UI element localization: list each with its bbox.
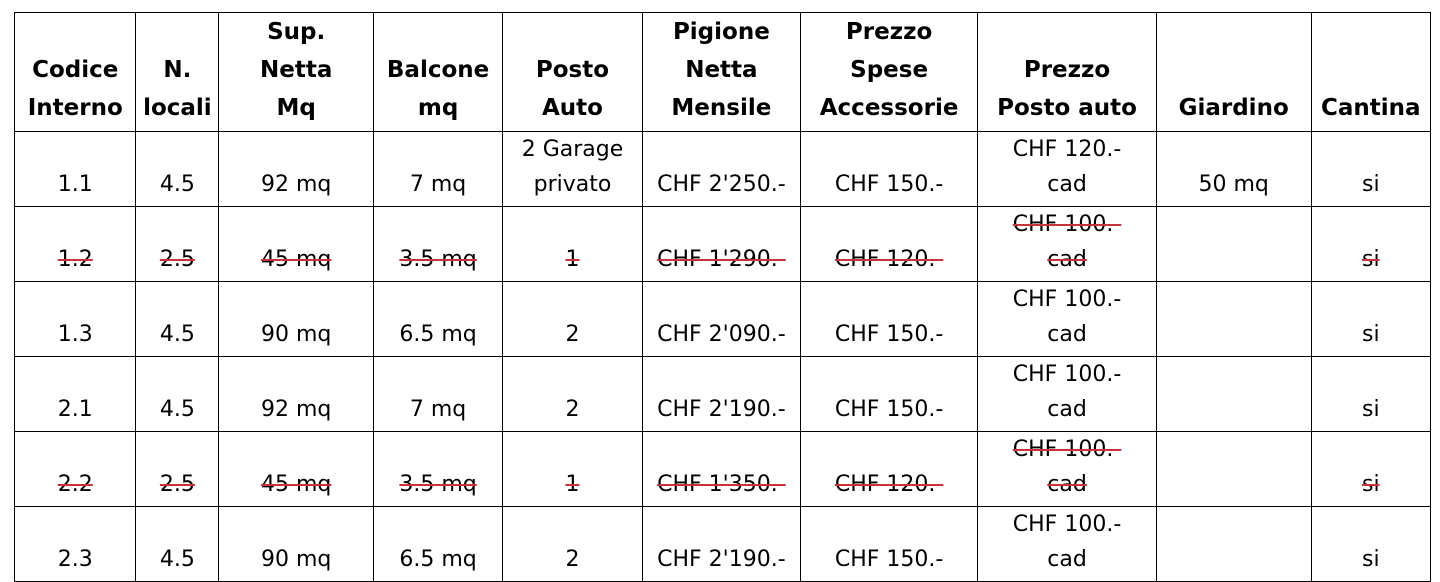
cell-giardino bbox=[1156, 432, 1311, 507]
cell-cantina: si bbox=[1311, 432, 1430, 507]
cell-posto-auto: 2 bbox=[503, 507, 643, 582]
cell-pigione: CHF 1'350.- bbox=[642, 432, 800, 507]
cell-spese: CHF 150.- bbox=[800, 132, 977, 207]
cell-pigione: CHF 2'250.- bbox=[642, 132, 800, 207]
cell-balcone: 3.5 mq bbox=[374, 432, 503, 507]
cell-cantina: si bbox=[1311, 282, 1430, 357]
cell-posto-auto: 1 bbox=[503, 207, 643, 282]
cell-balcone: 3.5 mq bbox=[374, 207, 503, 282]
cell-cantina: si bbox=[1311, 357, 1430, 432]
cell-codice: 1.3 bbox=[15, 282, 136, 357]
cell-cantina: si bbox=[1311, 207, 1430, 282]
cell-locali: 4.5 bbox=[136, 357, 219, 432]
rent-table bbox=[14, 12, 1431, 582]
cell-posto-auto: 1 bbox=[503, 432, 643, 507]
cell-pigione: CHF 2'090.- bbox=[642, 282, 800, 357]
header-cantina: Cantina bbox=[1311, 13, 1430, 132]
cell-prezzo-posto-auto: CHF 120.- cad bbox=[978, 132, 1156, 207]
cell-prezzo-posto-auto: CHF 100.- cad bbox=[978, 357, 1156, 432]
cell-codice: 2.1 bbox=[15, 357, 136, 432]
cell-locali: 4.5 bbox=[136, 507, 219, 582]
cell-prezzo-posto-auto: CHF 100.- cad bbox=[978, 207, 1156, 282]
header-pigione-netta: Pigione Netta Mensile bbox=[642, 13, 800, 132]
table-row bbox=[15, 357, 1431, 432]
header-balcone: Balcone mq bbox=[374, 13, 503, 132]
cell-codice: 1.1 bbox=[15, 132, 136, 207]
cell-balcone: 6.5 mq bbox=[374, 282, 503, 357]
header-row bbox=[15, 13, 1431, 132]
header-giardino: Giardino bbox=[1156, 13, 1311, 132]
cell-spese: CHF 150.- bbox=[800, 357, 977, 432]
cell-pigione: CHF 2'190.- bbox=[642, 507, 800, 582]
cell-superficie: 90 mq bbox=[219, 507, 374, 582]
table-row bbox=[15, 507, 1431, 582]
cell-superficie: 92 mq bbox=[219, 132, 374, 207]
cell-superficie: 45 mq bbox=[219, 432, 374, 507]
cell-prezzo-posto-auto: CHF 100.- cad bbox=[978, 432, 1156, 507]
cell-giardino bbox=[1156, 357, 1311, 432]
cell-codice: 2.2 bbox=[15, 432, 136, 507]
header-n-locali: N. locali bbox=[136, 13, 219, 132]
cell-superficie: 90 mq bbox=[219, 282, 374, 357]
table-row bbox=[15, 432, 1431, 507]
cell-spese: CHF 120.- bbox=[800, 432, 977, 507]
cell-giardino bbox=[1156, 282, 1311, 357]
cell-spese: CHF 150.- bbox=[800, 507, 977, 582]
cell-giardino bbox=[1156, 507, 1311, 582]
cell-codice: 2.3 bbox=[15, 507, 136, 582]
cell-locali: 2.5 bbox=[136, 432, 219, 507]
cell-balcone: 7 mq bbox=[374, 357, 503, 432]
cell-codice: 1.2 bbox=[15, 207, 136, 282]
cell-giardino: 50 mq bbox=[1156, 132, 1311, 207]
cell-locali: 4.5 bbox=[136, 132, 219, 207]
cell-posto-auto: 2 bbox=[503, 357, 643, 432]
cell-prezzo-posto-auto: CHF 100.- cad bbox=[978, 282, 1156, 357]
cell-giardino bbox=[1156, 207, 1311, 282]
table-row bbox=[15, 207, 1431, 282]
cell-cantina: si bbox=[1311, 507, 1430, 582]
cell-prezzo-posto-auto: CHF 100.- cad bbox=[978, 507, 1156, 582]
cell-superficie: 45 mq bbox=[219, 207, 374, 282]
cell-posto-auto: 2 bbox=[503, 282, 643, 357]
cell-spese: CHF 120.- bbox=[800, 207, 977, 282]
header-sup-netta: Sup. Netta Mq bbox=[219, 13, 374, 132]
cell-spese: CHF 150.- bbox=[800, 282, 977, 357]
cell-locali: 4.5 bbox=[136, 282, 219, 357]
header-posto-auto: Posto Auto bbox=[503, 13, 643, 132]
cell-pigione: CHF 1'290.- bbox=[642, 207, 800, 282]
table-row bbox=[15, 282, 1431, 357]
header-prezzo-posto-auto: Prezzo Posto auto bbox=[978, 13, 1156, 132]
cell-balcone: 6.5 mq bbox=[374, 507, 503, 582]
cell-balcone: 7 mq bbox=[374, 132, 503, 207]
header-prezzo-spese: Prezzo Spese Accessorie bbox=[800, 13, 977, 132]
cell-superficie: 92 mq bbox=[219, 357, 374, 432]
table-row bbox=[15, 132, 1431, 207]
cell-locali: 2.5 bbox=[136, 207, 219, 282]
cell-cantina: si bbox=[1311, 132, 1430, 207]
cell-pigione: CHF 2'190.- bbox=[642, 357, 800, 432]
header-codice-interno: Codice Interno bbox=[15, 13, 136, 132]
cell-posto-auto: 2 Garage privato bbox=[503, 132, 643, 207]
